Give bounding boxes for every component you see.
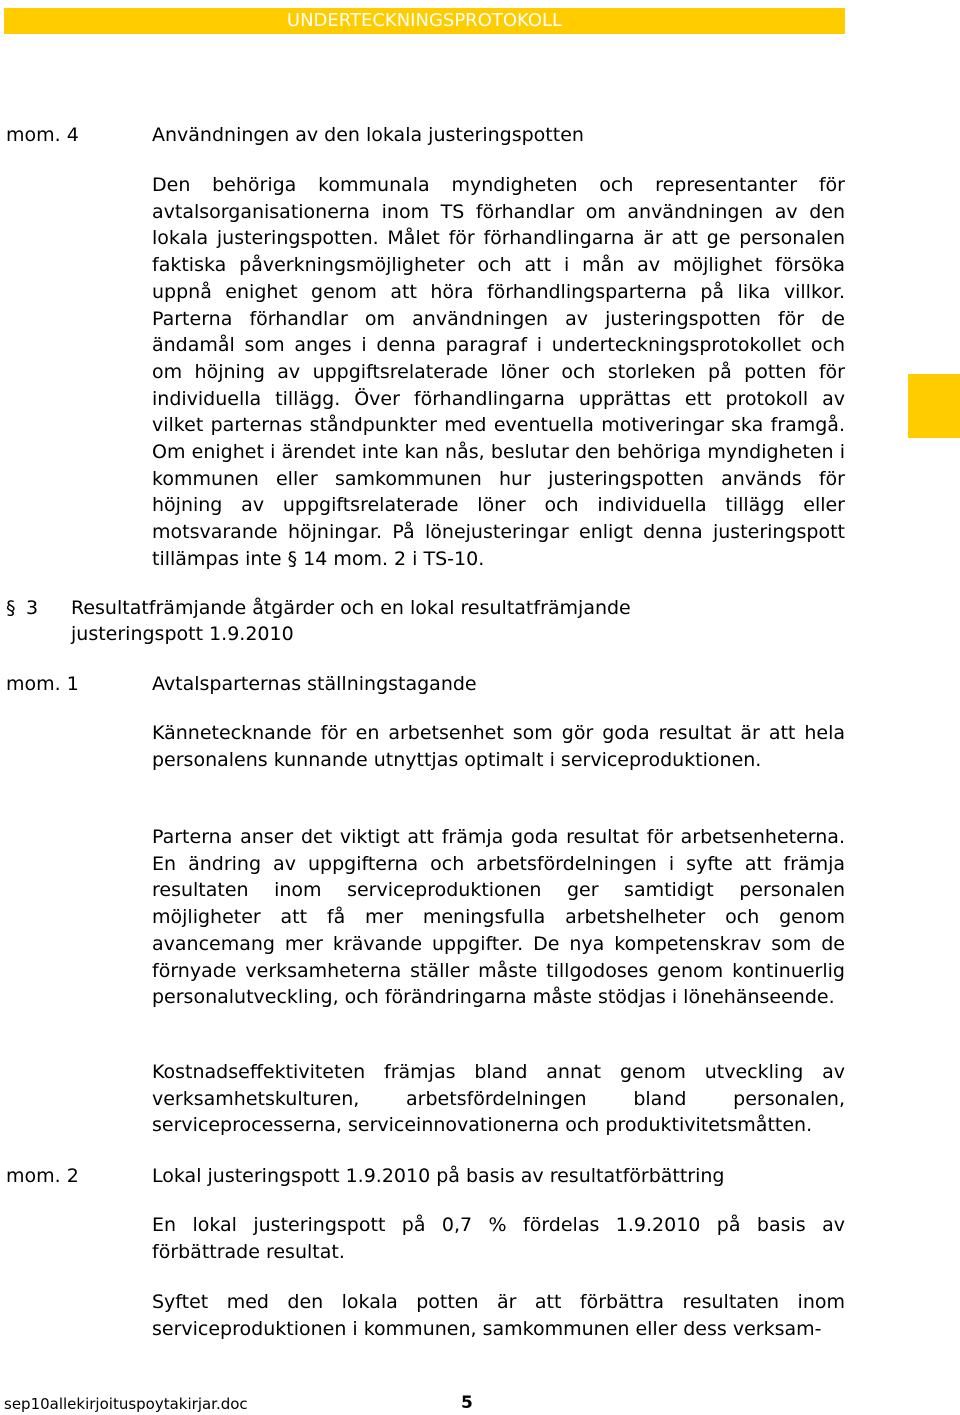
side-tab-marker — [908, 374, 960, 438]
mom1-label: mom. 1 — [6, 673, 79, 695]
mom4-label: mom. 4 — [6, 124, 79, 146]
section-number: 3 — [26, 597, 39, 619]
mom4-heading: Användningen av den lokala justeringspotten — [152, 124, 584, 146]
mom2-paragraph-1: En lokal justeringspott på 0,7 % fördelas 1.9.2010 på basis av förbättrade resultat. — [152, 1214, 845, 1263]
mom2-paragraph-2: Syftet med den lokala potten är att förbättra resultaten inom serviceproduktionen i kommunen, samkommunen eller dess verksam- — [152, 1291, 845, 1340]
mom1-heading: Avtalsparternas ställningstagande — [152, 673, 477, 695]
footer-filename: sep10allekirjoituspoytakirjar.doc — [4, 1395, 248, 1413]
mom2-heading: Lokal justeringspott 1.9.2010 på basis av resultatförbättring — [152, 1165, 725, 1187]
page-number: 5 — [461, 1393, 473, 1413]
section-symbol: § — [6, 597, 16, 619]
mom1-paragraph-2: Parterna anser det viktigt att främja goda resultat för arbetsenheterna. En ändring av uppgifterna och arbetsfördelningen i syfte att främja resultaten inom serviceproduktionen ger samtidigt personalen möjligheter att få mer meningsfulla arbetshelheter och genom avancemang mer krävande uppgifter. De nya kompetenskrav som de förnyade verksamheterna ställer måste tillgodoses genom kontinuerlig personalutveckling, och förändringarna måste stödjas i lönehänseende. — [152, 826, 845, 1009]
mom2-label: mom. 2 — [6, 1165, 79, 1187]
header-bar — [4, 8, 845, 34]
section-title: Resultatfrämjande åtgärder och en lokal resultatfrämjande justeringspott 1.9.2010 — [71, 597, 631, 645]
mom1-paragraph-1: Kännetecknande för en arbetsenhet som gör goda resultat är att hela personalens kunnande utnyttjas optimalt i serviceproduktionen. — [152, 722, 845, 771]
mom1-paragraph-3: Kostnadseffektiviteten främjas bland annat genom utveckling av verksamhetskulturen, arbetsfördelningen bland personalen, serviceprocesserna, serviceinnovationerna och produktivitetsmåtten. — [152, 1061, 845, 1137]
document-title: UNDERTECKNINGSPROTOKOLL — [286, 10, 563, 31]
section-3-heading — [6, 595, 726, 649]
mom4-paragraph: Den behöriga kommunala myndigheten och representanter för avtalsorganisationerna inom TS förhandlar om användningen av den lokala justeringspotten. Målet för förhandlingarna är att ge personalen faktiska påverkningsmöjligheter och att i mån av möjlighet försöka uppnå enighet genom att höra förhandlingsparterna på lika villkor. Parterna förhandlar om användningen av justeringspotten för de ändamål som anges i denna paragraf i underteckningsprotokollet och om höjning av uppgiftsrelaterade löner och storleken på potten för individuella tillägg. Över förhandlingarna upprättas ett protokoll av vilket parternas ståndpunkter med eventuella motiveringar ska framgå. Om enighet i ärendet inte kan nås, beslutar den behöriga myndigheten i kommunen eller samkommunen hur justeringspotten används för höjning av uppgiftsrelaterade löner och individuella tillägg eller motsvarande höjningar. På lönejusteringar enligt denna justeringspott tillämpas inte § 14 mom. 2 i TS-10. — [152, 174, 845, 570]
